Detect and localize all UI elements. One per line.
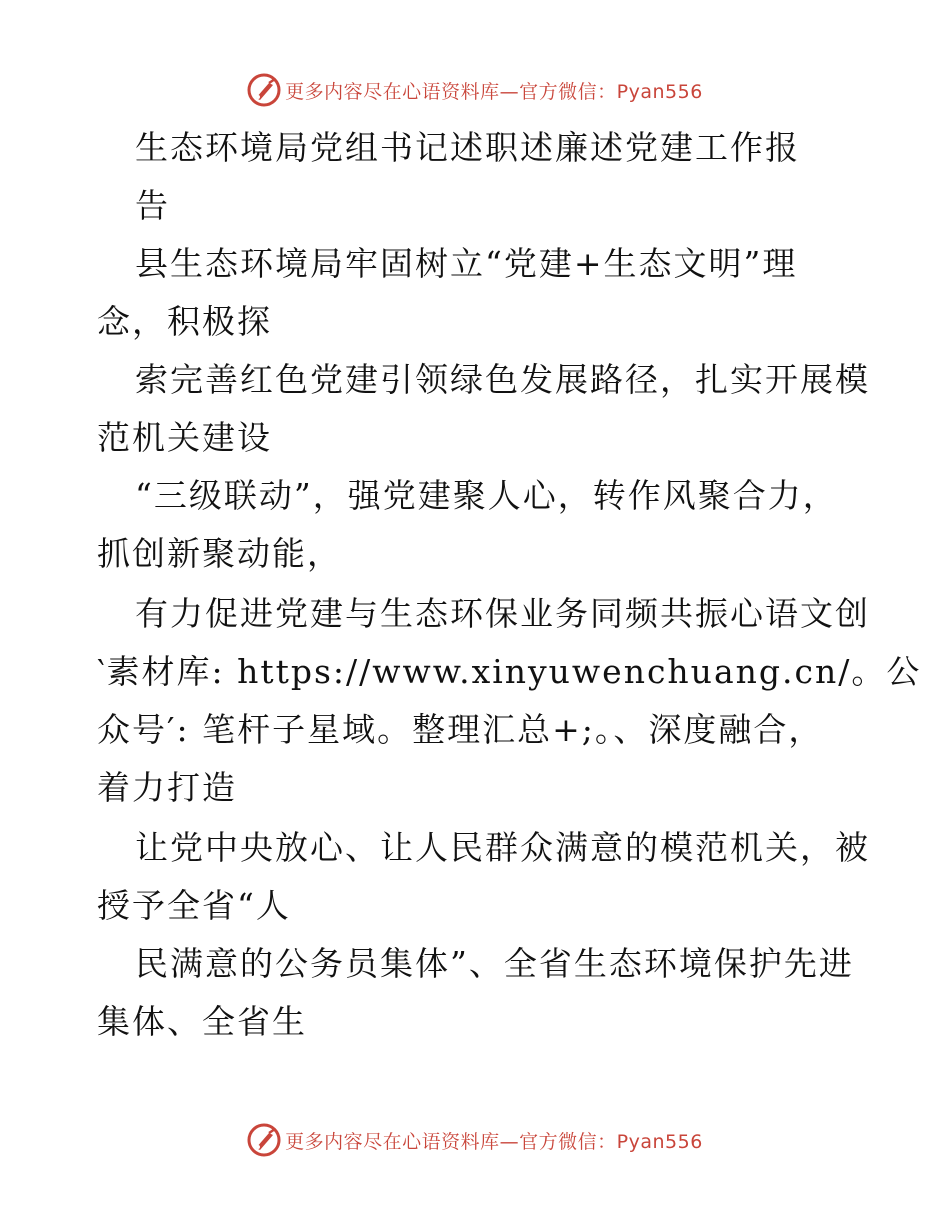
text-line: 抓创新聚动能，	[97, 534, 342, 573]
footer-watermark	[0, 1120, 950, 1160]
quill-pen-logo-icon	[247, 1123, 281, 1157]
text-line: 授予全省“人	[97, 886, 291, 925]
header-watermark	[0, 70, 950, 110]
watermark-text: 更多内容尽在心语资料库—官方微信：Pyan556	[285, 1130, 703, 1153]
text-line: ‵素材库: https://www.xinyuwenchuang.cn/。公	[97, 652, 922, 691]
text-line: 有力促进党建与生态环保业务同频共振心语文创	[135, 594, 870, 633]
text-line: 范机关建设	[97, 418, 272, 457]
text-line: 县生态环境局牢固树立“党建+生态文明”理	[135, 244, 798, 283]
text-line: 着力打造	[97, 768, 237, 807]
text-line: 索完善红色党建引领绿色发展路径，扎实开展模	[135, 360, 870, 399]
watermark-text: 更多内容尽在心语资料库—官方微信：Pyan556	[285, 80, 703, 103]
quill-pen-logo-icon	[247, 73, 281, 107]
text-line: 念，积极探	[97, 302, 272, 341]
text-line: 众号′: 笔杆子星域。整理汇总+;。、深度融合，	[97, 710, 824, 749]
title-line-1: 生态环境局党组书记述职述廉述党建工作报	[135, 128, 800, 167]
title-line-2: 告	[135, 186, 170, 225]
text-line: 民满意的公务员集体”、全省生态环境保护先进	[135, 944, 854, 983]
text-line: 集体、全省生	[97, 1002, 307, 1041]
text-line: 让党中央放心、让人民群众满意的模范机关，被	[135, 828, 870, 867]
text-line: “三级联动”，强党建聚人心，转作风聚合力，	[135, 476, 838, 515]
